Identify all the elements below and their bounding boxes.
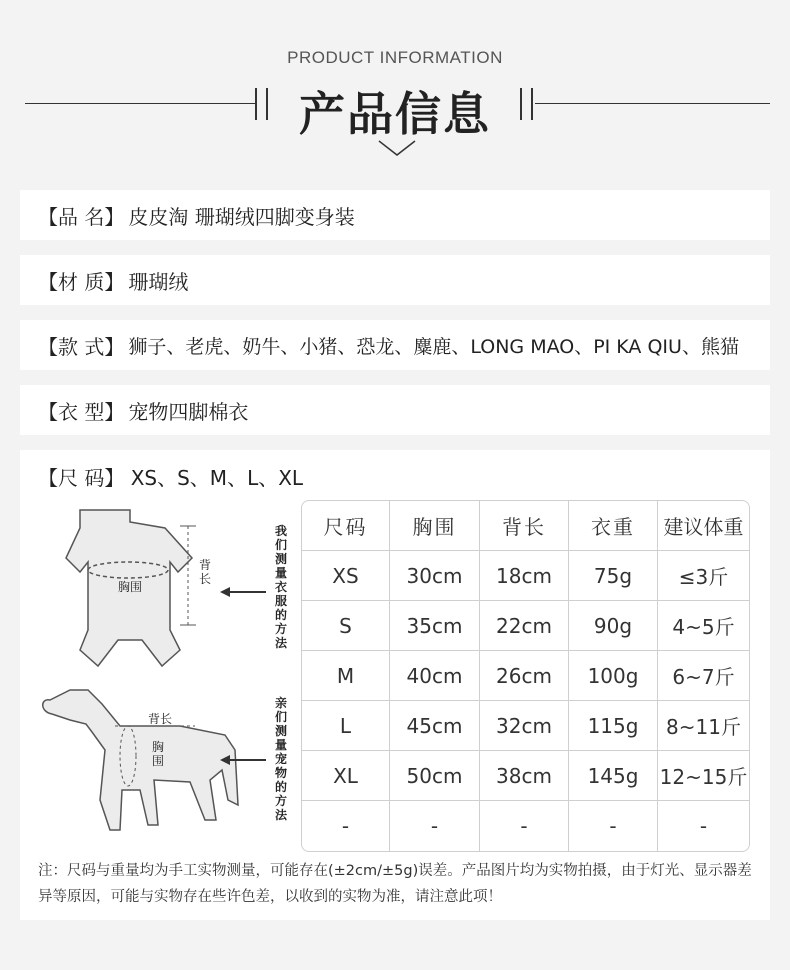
table-cell: 4~5斤 xyxy=(658,601,749,651)
info-key: 【尺 码】 xyxy=(38,466,125,490)
table-cell: 30cm xyxy=(390,551,480,601)
size-table xyxy=(301,500,750,852)
info-row-style xyxy=(20,320,770,370)
table-cell: S xyxy=(302,601,390,651)
header-subtitle: PRODUCT INFORMATION xyxy=(287,48,503,67)
info-value: 宠物四脚棉衣 xyxy=(128,399,249,424)
table-cell: M xyxy=(302,651,390,701)
garment-chest-label: 胸围 xyxy=(117,580,142,594)
garment-illustration xyxy=(30,500,300,850)
table-row xyxy=(302,701,749,751)
table-cell: - xyxy=(569,801,658,851)
column-header: 背长 xyxy=(480,501,569,551)
column-header: 尺码 xyxy=(302,501,390,551)
table-cell: 50cm xyxy=(390,751,480,801)
column-header: 胸围 xyxy=(390,501,480,551)
info-key: 【衣 型】 xyxy=(38,399,125,424)
garment-method-caption: 我们测量衣服的方法 xyxy=(274,524,287,650)
info-row-type xyxy=(20,385,770,435)
garment-back-label: 背长 xyxy=(198,558,211,586)
table-cell: ≤3斤 xyxy=(658,551,749,601)
table-cell: 32cm xyxy=(480,701,569,751)
table-cell: - xyxy=(699,814,708,838)
chevron-down-icon xyxy=(377,137,417,159)
size-panel xyxy=(20,450,770,920)
table-cell: 115g xyxy=(569,701,658,751)
info-key: 【材 质】 xyxy=(38,269,125,294)
table-cell: 100g xyxy=(569,651,658,701)
info-key: 【款 式】 xyxy=(38,334,125,359)
table-cell: XL xyxy=(302,751,390,801)
table-row xyxy=(302,601,749,651)
header-bar xyxy=(520,88,522,120)
size-line xyxy=(38,462,303,491)
disclaimer-note: 注：尺码与重量均为手工实物测量，可能存在(±2cm/±5g)误差。产品图片均为实物拍摄，由于灯光、显示器差异等原因，可能与实物存在些许色差，以收到的实物为准，请注意此项！ xyxy=(38,863,752,905)
size-table-header xyxy=(302,501,749,551)
table-cell: 6~7斤 xyxy=(658,651,749,701)
table-cell: - xyxy=(480,801,569,851)
column-header: 建议体重 xyxy=(658,501,749,551)
dog-method-caption: 亲们测量宠物的方法 xyxy=(274,696,287,822)
table-cell: 90g xyxy=(569,601,658,651)
table-cell: 40cm xyxy=(390,651,480,701)
table-cell: 45cm xyxy=(390,701,480,751)
table-row xyxy=(302,651,749,701)
table-cell: 12~15斤 xyxy=(658,751,749,801)
table-cell: - xyxy=(390,801,480,851)
info-row-name xyxy=(20,190,770,240)
table-cell: 22cm xyxy=(480,601,569,651)
info-row-material xyxy=(20,255,770,305)
column-header: 衣重 xyxy=(569,501,658,551)
section-header xyxy=(0,0,790,175)
table-row xyxy=(302,551,749,601)
table-cell: 8~11斤 xyxy=(658,701,749,751)
header-bar xyxy=(531,88,533,120)
header-title: 产品信息 xyxy=(299,87,491,141)
dog-back-label: 背长 xyxy=(147,712,172,726)
measurement-diagram xyxy=(30,500,300,850)
table-row xyxy=(302,751,749,801)
info-value: 珊瑚绒 xyxy=(128,269,189,294)
table-cell: 26cm xyxy=(480,651,569,701)
info-value: XS、S、M、L、XL xyxy=(130,466,304,490)
table-cell: 18cm xyxy=(480,551,569,601)
table-cell: XS xyxy=(302,551,390,601)
info-key: 【品 名】 xyxy=(38,204,125,229)
table-cell: - xyxy=(302,801,390,851)
info-value: 狮子、老虎、奶牛、小猪、恐龙、麋鹿、LONG MAO、PI KA QIU、熊猫 xyxy=(128,335,739,358)
table-cell: 38cm xyxy=(480,751,569,801)
table-cell: 35cm xyxy=(390,601,480,651)
table-cell: L xyxy=(302,701,390,751)
table-cell: 75g xyxy=(569,551,658,601)
dog-chest-label: 胸围 xyxy=(151,740,164,768)
header-divider-right xyxy=(535,103,770,104)
table-row xyxy=(302,801,749,851)
info-value: 皮皮淘 珊瑚绒四脚变身装 xyxy=(128,204,355,229)
table-cell: 145g xyxy=(569,751,658,801)
